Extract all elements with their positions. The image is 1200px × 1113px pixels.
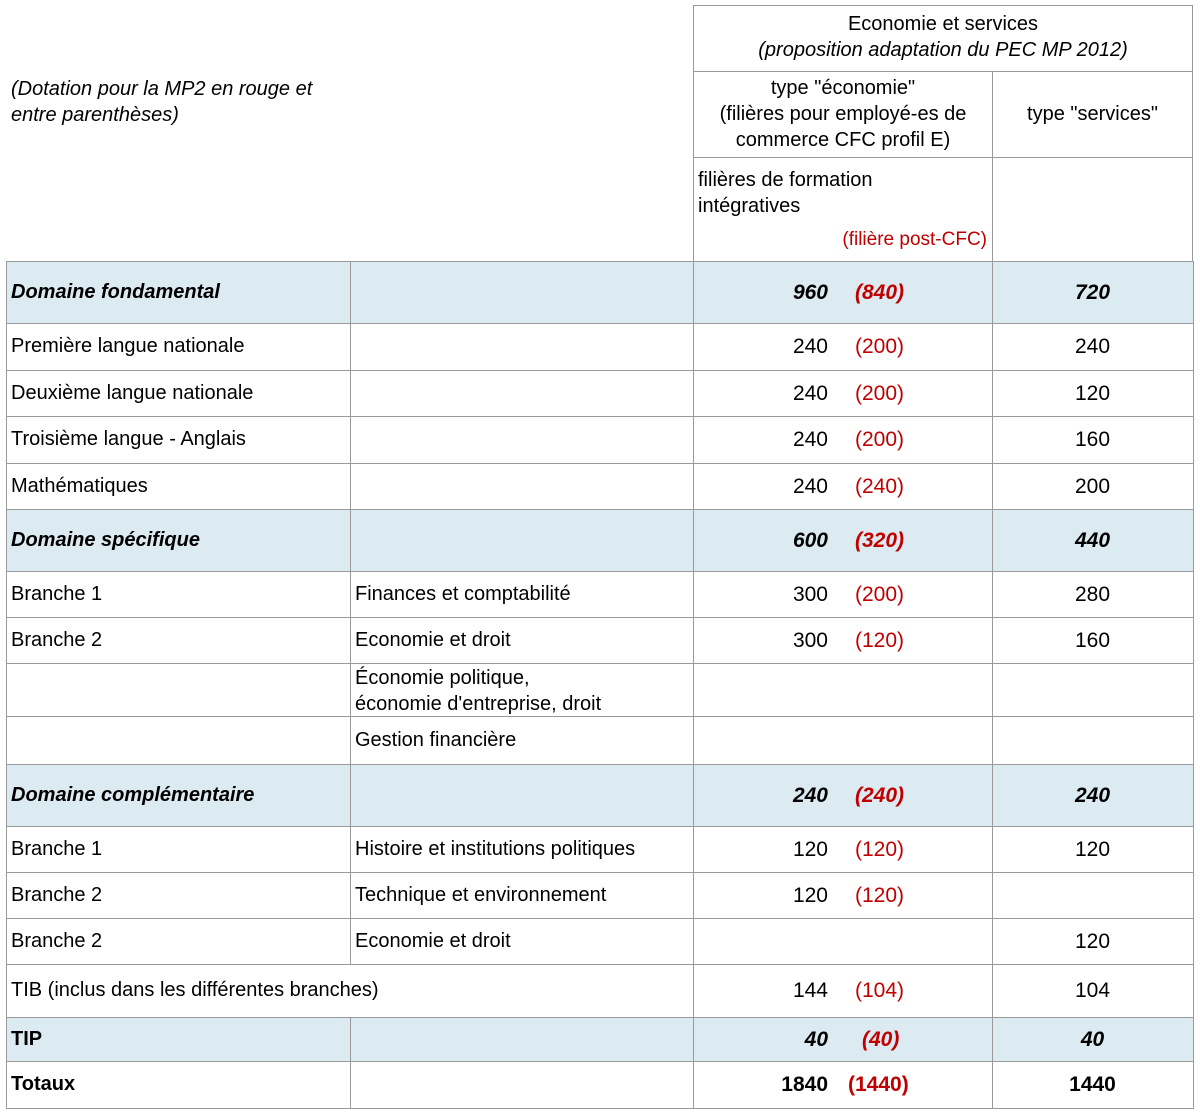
economie-postcfc-value: (120) (855, 837, 905, 861)
header-filieres-line2: intégratives (698, 195, 801, 217)
table-cell (693, 370, 993, 417)
table-cell (693, 918, 993, 965)
header-services-label: type "services" (1027, 103, 1158, 125)
economie-postcfc-value: (200) (855, 335, 905, 358)
note-line1: (Dotation pour la MP2 en rouge et (11, 78, 313, 100)
row-label: Branche 2 (11, 883, 103, 906)
row-label: Troisième langue - Anglais (11, 428, 246, 450)
table-cell (693, 1017, 993, 1062)
table-cell (693, 416, 993, 464)
table-cell (693, 463, 993, 510)
row-label: Domaine complémentaire (11, 783, 255, 806)
row-label: Domaine fondamental (11, 280, 220, 303)
row-label: Totaux (11, 1073, 76, 1095)
header-economie-line3: commerce CFC profil E) (735, 129, 951, 151)
table-cell (350, 323, 694, 371)
services-value: 160 (1074, 628, 1111, 652)
header-main-title: Economie et services (847, 13, 1039, 35)
table-cell (693, 323, 993, 371)
economie-value: 40 (804, 1027, 828, 1051)
table-cell (992, 872, 1194, 919)
table-cell (693, 261, 993, 324)
economie-postcfc-value: (320) (855, 528, 905, 552)
table-cell (350, 1017, 694, 1062)
table-cell (992, 716, 1194, 765)
economie-value: 240 (792, 783, 828, 807)
table-cell (693, 1061, 993, 1109)
row-label: Mathématiques (11, 474, 148, 497)
table-cell (693, 509, 993, 572)
note-line2: entre parenthèses) (11, 104, 179, 126)
economie-postcfc-value: (240) (855, 474, 905, 498)
table-cell (693, 826, 993, 873)
economie-value: 240 (792, 428, 828, 451)
row-label: Branche 1 (11, 582, 103, 605)
table-cell (693, 872, 993, 919)
table-cell (350, 261, 694, 324)
table-cell (693, 617, 993, 664)
economie-postcfc-value: (200) (855, 582, 905, 606)
table-cell (992, 663, 1194, 717)
table-cell (6, 716, 351, 765)
economie-value: 240 (792, 381, 828, 405)
economie-postcfc-value: (200) (855, 428, 905, 451)
table-cell (350, 463, 694, 510)
services-value: 104 (1074, 979, 1111, 1002)
row-sublabel: Economie et droit (355, 929, 511, 952)
table-cell (6, 663, 351, 717)
table-cell (350, 509, 694, 572)
row-sublabel: économie d'entreprise, droit (355, 693, 602, 715)
economie-postcfc-value: (1440) (848, 1073, 909, 1096)
row-label: Domaine spécifique (11, 528, 200, 551)
economie-postcfc-value: (120) (855, 628, 905, 652)
table-cell (350, 764, 694, 827)
services-value: 440 (1074, 528, 1111, 552)
header-main-subtitle: (proposition adaptation du PEC MP 2012) (758, 39, 1128, 61)
header-economie-line1: type "économie" (770, 77, 916, 99)
services-value: 1440 (1069, 1073, 1116, 1096)
table-cell (693, 663, 993, 717)
services-value: 120 (1074, 381, 1111, 405)
economie-postcfc-value: (200) (855, 381, 905, 405)
header-services-sub-cell (992, 157, 1193, 261)
economie-value: 960 (792, 280, 828, 304)
economie-value: 300 (792, 628, 828, 652)
services-value: 40 (1080, 1027, 1105, 1051)
table-cell (6, 1017, 351, 1062)
table-cell (350, 1061, 694, 1109)
row-sublabel: Finances et comptabilité (355, 582, 571, 605)
row-sublabel: Technique et environnement (355, 883, 607, 906)
row-sublabel: Economie et droit (355, 628, 511, 651)
economie-value: 144 (792, 979, 828, 1002)
table-cell (350, 370, 694, 417)
header-postcfc-label: (filière post-CFC) (842, 229, 987, 250)
row-sublabel: Histoire et institutions politiques (355, 837, 636, 860)
table-cell (693, 764, 993, 827)
services-value: 240 (1074, 783, 1111, 807)
services-value: 160 (1074, 428, 1111, 451)
row-label: Première langue nationale (11, 335, 245, 357)
row-label: Branche 1 (11, 837, 103, 860)
services-value: 120 (1074, 929, 1111, 953)
economie-value: 300 (792, 582, 828, 606)
economie-value: 120 (792, 837, 828, 861)
row-label: Deuxième langue nationale (11, 381, 254, 404)
row-label: TIB (inclus dans les différentes branches) (11, 979, 379, 1001)
row-label: TIP (11, 1027, 43, 1050)
services-value: 200 (1074, 474, 1111, 498)
row-sublabel: Économie politique, (355, 667, 530, 689)
header-economie-line2: (filières pour employé-es de (719, 103, 967, 125)
economie-postcfc-value: (40) (862, 1027, 900, 1051)
economie-value: 240 (792, 335, 828, 358)
services-value: 720 (1074, 280, 1111, 304)
header-filieres-line1: filières de formation (698, 169, 873, 191)
table-cell (693, 716, 993, 765)
services-value: 240 (1074, 335, 1111, 358)
row-label: Branche 2 (11, 628, 103, 651)
services-value: 280 (1074, 582, 1111, 606)
economie-value: 120 (792, 883, 828, 907)
economie-value: 240 (792, 474, 828, 498)
services-value: 120 (1074, 837, 1111, 861)
economie-postcfc-value: (120) (855, 883, 905, 907)
economie-postcfc-value: (104) (855, 979, 905, 1002)
table-cell (693, 964, 993, 1018)
economie-postcfc-value: (240) (855, 783, 905, 807)
row-sublabel: Gestion financière (355, 728, 517, 751)
table-cell (693, 571, 993, 618)
economie-value: 600 (792, 528, 828, 552)
economie-postcfc-value: (840) (855, 280, 905, 304)
table-cell (350, 416, 694, 464)
economie-value: 1840 (781, 1073, 828, 1096)
row-label: Branche 2 (11, 929, 103, 952)
